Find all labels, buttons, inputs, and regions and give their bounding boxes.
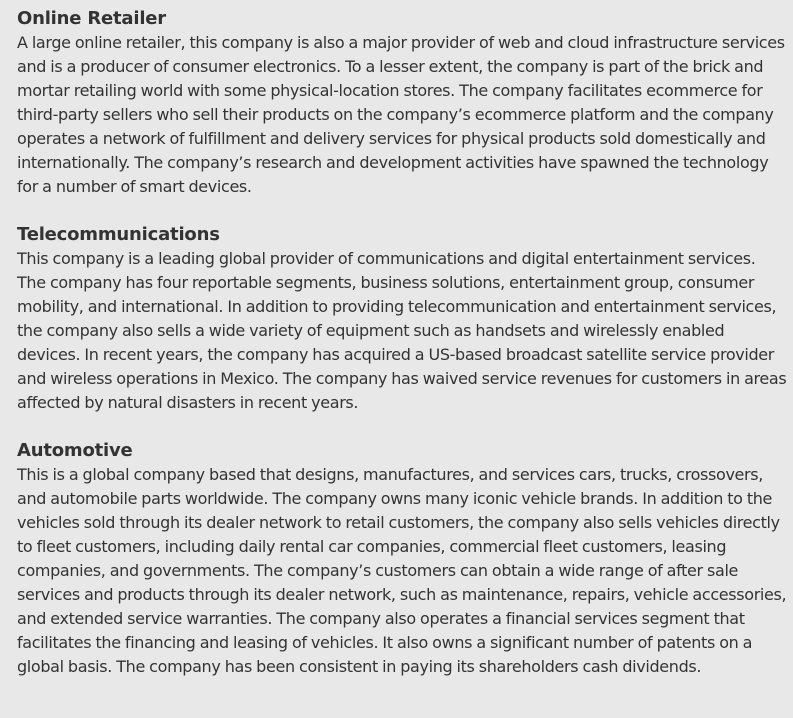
- section-title: Online Retailer: [17, 8, 166, 29]
- section-automotive: [17, 439, 787, 679]
- section-title: Telecommunications: [17, 224, 220, 245]
- section-description: This is a global company based that designs, manufactures, and services cars, trucks, crossovers, and automobile parts worldwide. The company owns many iconic vehicle brands. In addition to the vehicles sold through its dealer network to retail customers, the company also sells vehicles directly to fleet customers, including daily rental car companies, commercial fleet customers, leasing companies, and governments. The company’s customers can obtain a wide range of after sale services and products through its dealer network, such as maintenance, repairs, vehicle accessories, and extended service warranties. The company also operates a financial services segment that facilitates the financing and leasing of vehicles. It also owns a significant number of patents on a global basis. The company has been consistent in paying its shareholders cash dividends.: [17, 465, 787, 676]
- section-description: This company is a leading global provider of communications and digital entertainment services. The company has four reportable segments, business solutions, entertainment group, consumer mobility, and international. In addition to providing telecommunication and entertainment services, the company also sells a wide variety of equipment such as handsets and wirelessly enabled devices. In recent years, the company has acquired a US-based broadcast satellite service provider and wireless operations in Mexico. The company has waived service revenues for customers in areas affected by natural disasters in recent years.: [17, 249, 787, 412]
- section-telecommunications: [17, 223, 787, 415]
- section-online-retailer: [17, 7, 787, 199]
- section-description: A large online retailer, this company is also a major provider of web and cloud infrastructure services and is a producer of consumer electronics. To a lesser extent, the company is part of the brick and mortar retailing world with some physical-location stores. The company facilitates ecommerce for third-party sellers who sell their products on the company’s ecommerce platform and the company operates a network of fulfillment and delivery services for physical products sold domestically and internationally. The company’s research and development activities have spawned the technology for a number of smart devices.: [17, 33, 785, 196]
- section-title: Automotive: [17, 440, 133, 461]
- industry-descriptions: [17, 7, 787, 703]
